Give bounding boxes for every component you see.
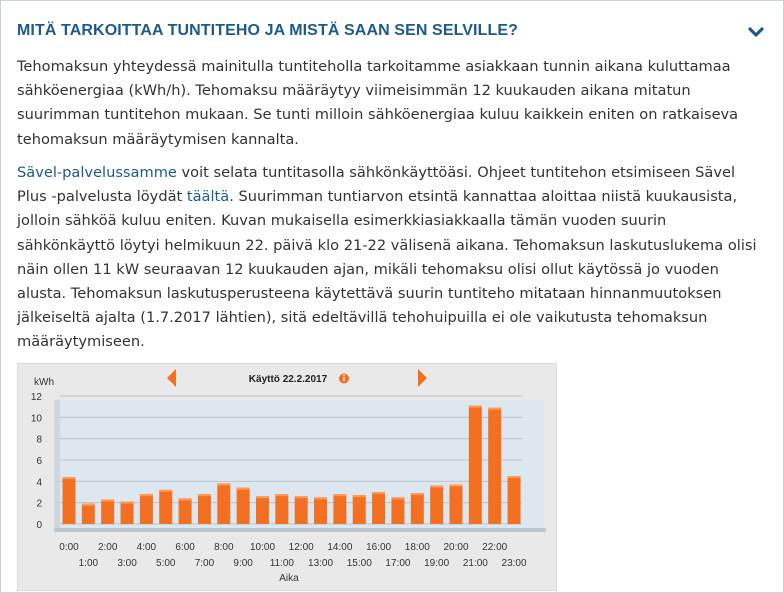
bar[interactable] — [217, 483, 230, 524]
bar-highlight — [333, 494, 346, 496]
x-tick-label: 2:00 — [97, 542, 118, 553]
bar[interactable] — [275, 494, 288, 524]
y-tick-label: 12 — [30, 392, 42, 403]
y-tick-label: 2 — [36, 498, 42, 510]
bar-highlight — [469, 406, 482, 408]
x-tick-label: 21:00 — [462, 558, 488, 569]
paragraph-text: voit selata tuntitasolla sähkönkäyttöäsi. Ohjeet tuntitehon etsimiseen Sävel Plus -palvelusta löydät — [17, 164, 736, 206]
x-tick-label: 23:00 — [501, 558, 527, 569]
plot-left-strip — [54, 400, 60, 528]
x-tick-label: 8:00 — [214, 542, 234, 553]
x-tick-label: 11:00 — [269, 558, 294, 569]
x-tick-label: 17:00 — [385, 558, 411, 569]
bar[interactable] — [508, 476, 521, 524]
x-tick-label: 7:00 — [194, 558, 215, 569]
bar[interactable] — [353, 495, 366, 524]
x-tick-label: 0:00 — [59, 542, 79, 553]
bar[interactable] — [140, 494, 153, 524]
bar-highlight — [411, 493, 424, 495]
bar[interactable] — [237, 488, 250, 524]
x-tick-label: 5:00 — [156, 558, 176, 569]
x-tick-label: 9:00 — [233, 558, 253, 569]
bar-highlight — [275, 494, 288, 496]
x-axis-label: Aika — [279, 573, 299, 584]
bar-highlight — [237, 488, 250, 490]
x-tick-label: 6:00 — [175, 542, 195, 553]
bar-highlight — [488, 408, 501, 410]
x-tick-label: 4:00 — [136, 542, 157, 553]
bar-highlight — [140, 494, 153, 496]
x-tick-label: 3:00 — [117, 558, 137, 569]
bar-highlight — [295, 496, 308, 498]
y-tick-label: 0 — [36, 520, 42, 531]
bar-highlight — [179, 498, 192, 500]
bar-highlight — [121, 502, 134, 504]
y-tick-label: 6 — [36, 456, 42, 467]
x-tick-label: 1:00 — [78, 558, 99, 569]
faq-title[interactable]: MITÄ TARKOITTAA TUNTITEHO JA MISTÄ SAAN SEN SELVILLE? — [17, 22, 518, 39]
bar-highlight — [256, 496, 269, 498]
savel-service-link[interactable]: Sävel-palvelussamme — [17, 164, 177, 181]
info-icon[interactable] — [339, 374, 349, 384]
faq-header[interactable] — [17, 22, 767, 44]
x-axis-ticks — [59, 542, 527, 569]
plot-floor — [54, 528, 546, 532]
x-tick-label: 20:00 — [443, 542, 469, 553]
arrow-right-icon[interactable] — [418, 369, 427, 387]
bar[interactable] — [488, 408, 501, 524]
bar-highlight — [63, 477, 76, 479]
usage-chart — [17, 363, 557, 591]
bar[interactable] — [179, 498, 192, 524]
chevron-down-icon[interactable] — [745, 21, 767, 43]
x-tick-label: 13:00 — [308, 558, 334, 569]
bar[interactable] — [295, 496, 308, 524]
bar-highlight — [159, 490, 172, 492]
y-tick-label: 4 — [36, 477, 42, 489]
bar[interactable] — [121, 502, 134, 524]
bar[interactable] — [391, 497, 404, 524]
x-tick-label: 10:00 — [249, 542, 276, 553]
x-tick-label: 16:00 — [366, 542, 392, 553]
bar-highlight — [314, 497, 327, 499]
bar-highlight — [353, 495, 366, 497]
bar[interactable] — [450, 485, 463, 524]
y-axis-ticks — [31, 392, 43, 531]
bar[interactable] — [372, 492, 385, 524]
bar[interactable] — [198, 494, 211, 524]
bar-highlight — [450, 485, 463, 487]
bar[interactable] — [82, 504, 95, 524]
x-tick-label: 12:00 — [288, 542, 314, 553]
bar-highlight — [82, 504, 95, 506]
paragraph-text: . Suurimman tuntiarvon etsintä kannattaa aloittaa niistä kuukausista, jolloin sähköä kuluu eniten. Kuvan mukaisella esimerkkiasiakkaalla tämän vuoden suurin sähkönkäyttö löytyi helmikuun 22. päivä klo 21-22 välisenä aikana. Tehomaksun laskutuslukema olisi näin ollen 11 kW seuraavan 12 kuukauden ajan, mikäli tehomaksu olisi ollut käytössä jo vuoden alusta. Tehomaksun laskutusperusteena käytettävä suurin tuntiteho mitataan hinnanmuutoksen jälkeiseltä ajalta (1.7.2017 lähtien), sitä edeltävillä tehohuipuilla ei ole vaikutusta tehomaksun määräytymiseen. — [17, 188, 757, 351]
chart-title: Käyttö 22.2.2017 — [248, 374, 328, 385]
chart-svg — [18, 364, 556, 590]
y-axis-label: kWh — [34, 377, 54, 388]
bar-highlight — [430, 486, 443, 488]
x-tick-label: 19:00 — [424, 558, 450, 569]
bar-highlight — [508, 476, 521, 478]
x-tick-label: 14:00 — [327, 542, 353, 553]
bar-highlight — [198, 494, 211, 496]
arrow-left-icon[interactable] — [167, 369, 176, 387]
bar[interactable] — [469, 406, 482, 524]
bar[interactable] — [63, 477, 76, 524]
bar-highlight — [391, 497, 404, 499]
instructions-link[interactable]: täältä — [186, 188, 230, 206]
x-tick-label: 15:00 — [346, 558, 372, 569]
bar[interactable] — [314, 497, 327, 524]
bar-highlight — [372, 492, 385, 494]
bar[interactable] — [333, 494, 346, 524]
paragraph-instructions — [17, 161, 767, 355]
bar[interactable] — [430, 486, 443, 524]
y-tick-label: 10 — [30, 413, 42, 425]
x-tick-label: 18:00 — [404, 542, 430, 553]
bar-highlight — [217, 483, 230, 485]
bar[interactable] — [256, 496, 269, 524]
bar[interactable] — [101, 499, 114, 524]
bar[interactable] — [159, 490, 172, 524]
bar-highlight — [101, 499, 114, 501]
paragraph-intro: Tehomaksun yhteydessä mainitulla tuntiteholla tarkoitamme asiakkaan tunnin aikana kuluttamaa sähköenergiaa (kWh/h). Tehomaksu määräytyy viimeisimmän 12 kuukauden aikana mitatun suurimman tuntitehon mukaan. Se tunti milloin sähköenergiaa kuluu kaikkein eniten on ratkaiseva tehomaksun määräytymisen kannalta. — [17, 58, 739, 148]
x-tick-label: 22:00 — [482, 542, 508, 553]
y-tick-label: 8 — [36, 434, 42, 446]
bar[interactable] — [411, 493, 424, 524]
